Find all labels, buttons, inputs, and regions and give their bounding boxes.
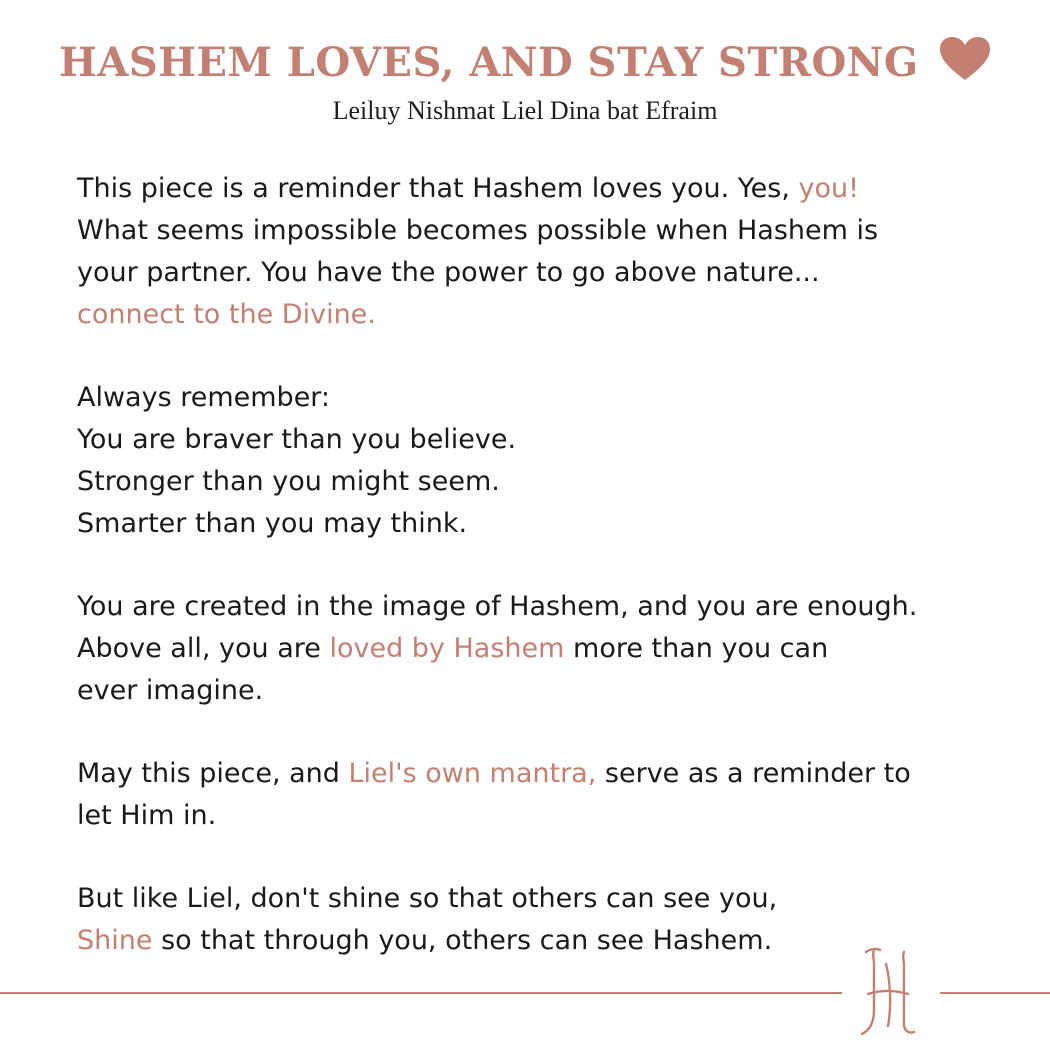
text-line xyxy=(77,168,1017,210)
text-line xyxy=(77,503,1017,545)
footer-divider-left xyxy=(0,992,842,994)
text-line xyxy=(77,252,1017,294)
text-segment: Stronger than you might seem. xyxy=(77,466,500,497)
text-segment: so that through you, others can see Hashem. xyxy=(152,925,773,956)
text-line xyxy=(77,753,1017,795)
paragraph xyxy=(77,377,1017,545)
message-body xyxy=(77,168,1017,1003)
highlighted-text: connect to the Divine. xyxy=(77,299,376,330)
highlighted-text: loved by Hashem xyxy=(329,633,565,664)
text-segment: serve as a reminder to xyxy=(596,758,911,789)
dedication-subtitle: Leiluy Nishmat Liel Dina bat Efraim xyxy=(332,96,718,125)
footer-divider-right xyxy=(940,992,1050,994)
text-segment: let Him in. xyxy=(77,800,217,831)
text-segment: You are created in the image of Hashem, and you are enough. xyxy=(77,591,918,622)
text-line xyxy=(77,628,1017,670)
text-line xyxy=(77,294,1017,336)
text-line xyxy=(77,878,1017,920)
title-text: HASHEM LOVES, AND STAY STRONG xyxy=(59,39,919,86)
text-segment: Smarter than you may think. xyxy=(77,508,468,539)
heart-icon xyxy=(939,36,991,92)
highlighted-text: Liel's own mantra, xyxy=(348,758,597,789)
highlighted-text: Shine xyxy=(77,925,153,956)
text-segment: Above all, you are xyxy=(77,633,330,664)
text-line xyxy=(77,377,1017,419)
text-segment: your partner. You have the power to go above nature... xyxy=(77,257,820,288)
text-line xyxy=(77,670,1017,712)
page-title xyxy=(0,36,1050,92)
text-line xyxy=(77,419,1017,461)
text-line xyxy=(77,795,1017,837)
paragraph xyxy=(77,586,1017,712)
text-line xyxy=(77,461,1017,503)
text-segment: This piece is a reminder that Hashem loves you. Yes, xyxy=(77,173,799,204)
paragraph xyxy=(77,168,1017,336)
text-segment: But like Liel, don't shine so that others can see you, xyxy=(77,883,778,914)
text-line xyxy=(77,210,1017,252)
text-line xyxy=(77,586,1017,628)
text-segment: Always remember: xyxy=(77,382,331,413)
text-segment: May this piece, and xyxy=(77,758,349,789)
paragraph xyxy=(77,753,1017,837)
text-segment: ever imagine. xyxy=(77,675,264,706)
text-segment: more than you can xyxy=(564,633,829,664)
text-segment: You are braver than you believe. xyxy=(77,424,517,455)
hj-monogram-logo xyxy=(850,944,930,1040)
highlighted-text: you! xyxy=(798,173,859,204)
text-segment: What seems impossible becomes possible when Hashem is xyxy=(77,215,879,246)
